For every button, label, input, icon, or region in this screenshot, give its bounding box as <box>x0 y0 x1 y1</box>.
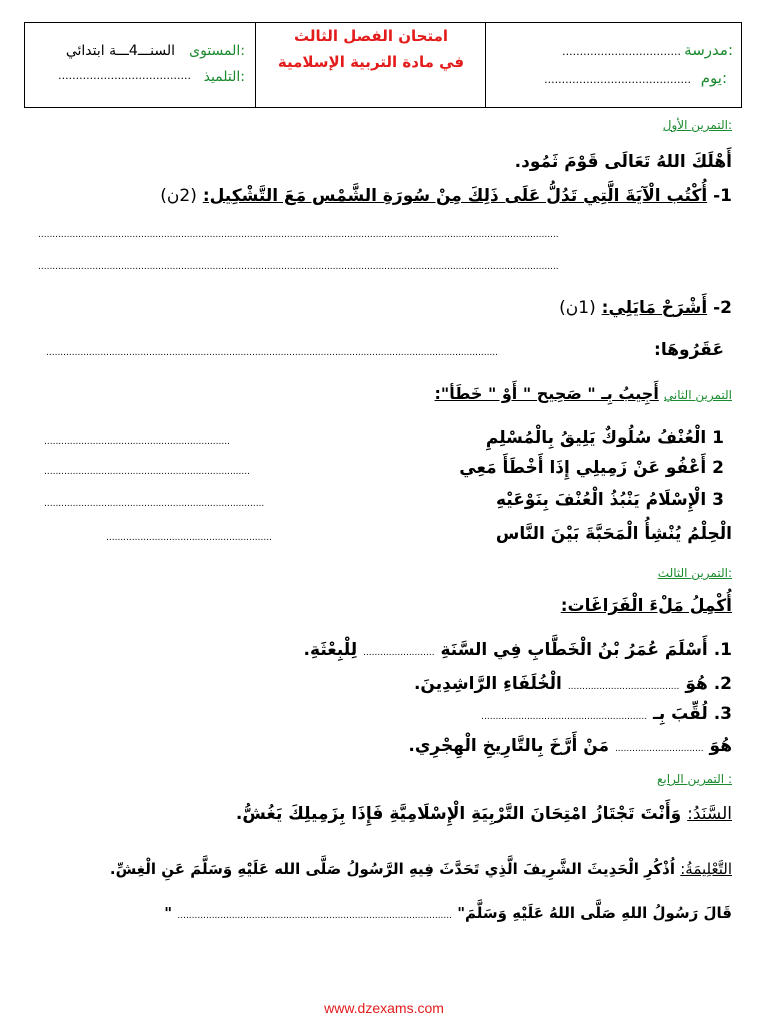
ex1-q1-answer-line-2[interactable]: ...................................................................................................................................................................................... <box>38 262 559 272</box>
exam-subject: في مادة التربية الإسلامية <box>277 53 465 71</box>
ex2-item-answer[interactable]: ........................................................................ <box>44 467 250 477</box>
ex2-item-text: الْحِلْمُ يُنْشِأُ الْمَحَبَّةَ بَيْنَ النَّاس <box>495 524 732 544</box>
ex2-header <box>435 384 732 403</box>
ex3-item-text-a: هُوَ <box>685 674 708 694</box>
level-value: السنـــ4ـــة ابتدائي <box>65 43 175 59</box>
ex1-title: التمرين الأول: <box>662 118 732 132</box>
ex3-title: التمرين الثالث: <box>657 566 732 580</box>
ex4-instruction-text: اُذْكُرِ الْحَدِيثَ الشَّرِيفَ الَّذِي تَحَدَّثَ فِيهِ الرَّسُولُ صَلَّى الله عَلَيْهِ وَسَلَّمَ عَنِ الْغِشِّ. <box>109 860 675 878</box>
ex4-sanad <box>236 804 732 824</box>
ex2-item-num: 1 <box>712 428 724 448</box>
exam-title: امتحان الفصل الثالث <box>293 27 449 45</box>
ex3-item-blank[interactable]: ......................... <box>363 648 435 658</box>
ex1-q1 <box>160 186 732 206</box>
ex4-instruction <box>110 860 732 878</box>
ex2-item <box>496 524 732 544</box>
ex3-item <box>481 704 732 724</box>
ex3-item-text-b: الْخُلَفَاءِ الرَّاشِدِينَ. <box>413 674 562 694</box>
ex4-sanad-label: السَّنَدُ: <box>687 804 732 824</box>
ex2-item-answer[interactable]: ................................................................. <box>44 437 230 447</box>
ex4-quote-blank[interactable]: ................................................................................................ <box>177 911 452 921</box>
ex3-item-num: 3. <box>713 704 732 724</box>
ex2-title: التمرين الثاني <box>663 388 732 402</box>
ex1-q2 <box>559 298 732 318</box>
ex1-q1-answer-line-1[interactable]: ...................................................................................................................................................................................... <box>38 230 559 240</box>
ex4-sanad-text: وَأَنْتَ تَجْتَازُ امْتِحَانَ التَّرْبِيَةِ الْإِسْلَامِيَّةِ فَإِذَا بِزَمِيلِكَ يَغُشُّ. <box>235 804 682 824</box>
ex4-answer-line <box>164 904 732 922</box>
ex2-item-num: 2 <box>712 458 724 478</box>
ex1-statement: أَهْلَكَ اللهُ تَعَالَى قَوْمَ ثَمُود. <box>514 152 732 172</box>
ex2-item-text: أَعْفُو عَنْ زَمِيلِي إِذَا أَخْطَأَ مَعِي <box>459 458 707 478</box>
school-cell <box>485 23 741 107</box>
exam-header-table <box>24 22 742 108</box>
ex3-item-blank[interactable]: .......................................................... <box>481 712 648 722</box>
title-cell <box>255 23 485 107</box>
ex3-item-text-b: مَنْ أَرَّخَ بِالتَّارِيخِ الْهِجْرِي. <box>408 736 610 756</box>
ex4-quote-end: " <box>164 904 173 922</box>
ex3-item <box>408 736 732 756</box>
ex1-q1-num: 1- <box>713 186 732 206</box>
ex4-quote-start: قَالَ رَسُولُ اللهِ صَلَّى اللهُ عَلَيْهِ وَسَلَّمَ" <box>457 904 732 922</box>
ex3-item <box>304 640 732 660</box>
level-cell <box>25 23 255 107</box>
ex1-q2-points: (1ن) <box>559 298 596 318</box>
ex3-item-num: 1. <box>713 640 732 660</box>
ex1-q2-word: عَقَرُوهَا: <box>654 340 724 360</box>
ex3-item-text-a: هُوَ <box>709 736 732 756</box>
ex1-q2-num: 2- <box>713 298 732 318</box>
ex1-q2-text: أَشْرَحْ مَايَلِي: <box>601 298 708 318</box>
ex3-item <box>414 674 732 694</box>
day-field[interactable]: .......................................... <box>544 73 691 86</box>
ex2-instruction: أَجِيبُ بِـ " صَحِيح " أَوْ " خَطَأ": <box>434 384 659 403</box>
ex1-q2-answer[interactable]: .............................................................................................................................................................. <box>46 348 499 358</box>
ex1-q1-points: (2ن) <box>160 186 197 206</box>
ex4-title: التمرين الرابع : <box>657 772 732 786</box>
ex4-instruction-label: التَّعْلِيمَةُ: <box>680 860 732 878</box>
ex3-item-text-b: لِلْبِعْثَةِ. <box>303 640 358 660</box>
ex3-item-num: 2. <box>713 674 732 694</box>
ex3-item-blank[interactable]: ....................................... <box>567 682 680 692</box>
ex2-item-text: الْعُنْفُ سُلُوكٌ يَلِيقُ بِالْمُسْلِمِ <box>485 428 707 448</box>
ex3-instruction: أُكْمِلُ مَلْءَ الْفَرَاغَات: <box>560 596 732 616</box>
ex3-item-text-a: لُقِّبَ بِـ <box>653 704 708 724</box>
student-name-field[interactable]: ...................................... <box>58 69 191 82</box>
school-label: مدرسة: <box>684 41 733 59</box>
level-label: المستوى: <box>189 43 245 59</box>
footer-site: www.dzexams.com <box>324 1000 444 1016</box>
ex1-q1-text: أُكْتُب الْآيَةَ الَّتِي تَدُلُّ عَلَى ذَلِكَ مِنْ سُورَةِ الشَّمْس مَعَ التَّشْكِيل: <box>202 186 708 206</box>
ex3-item-text-a: أَسْلَمَ عُمَرُ بْنُ الْخَطَّابِ فِي السَّنَةِ <box>440 640 708 660</box>
ex2-item <box>486 428 724 448</box>
ex2-item <box>496 490 724 510</box>
ex3-item-blank[interactable]: ............................... <box>614 744 704 754</box>
ex2-item-num: 3 <box>712 490 724 510</box>
school-field[interactable]: .................................. <box>562 45 681 58</box>
ex2-item-text: الْإِسْلَامُ يَنْبُذُ الْعُنْفَ بِنَوْعَيْهِ <box>495 490 707 510</box>
ex2-item-answer[interactable]: ............................................................................. <box>44 499 265 509</box>
ex2-item-answer[interactable]: .......................................................... <box>106 533 272 543</box>
day-label: يوم: <box>700 69 727 87</box>
student-label: التلميذ: <box>203 69 245 85</box>
ex2-item <box>459 458 724 478</box>
